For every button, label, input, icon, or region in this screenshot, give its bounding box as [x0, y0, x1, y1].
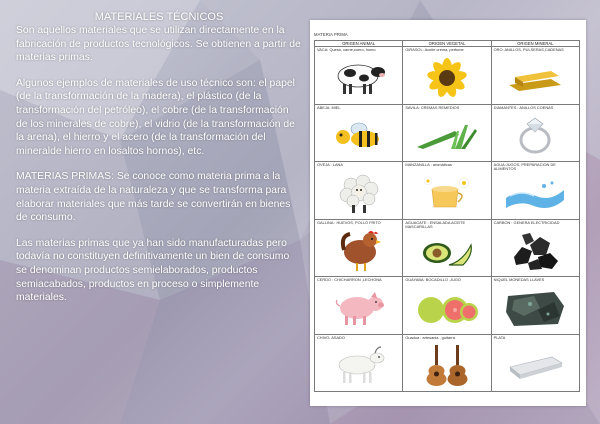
sunflower-icon [403, 54, 490, 102]
text-panel [16, 10, 302, 410]
cell-label: MANZANILLA : aromáticas [405, 162, 452, 167]
cell-label: PLATA [493, 334, 506, 340]
gold-bars-icon [492, 54, 579, 102]
aloe-icon [403, 114, 490, 160]
table-cell [491, 162, 579, 220]
table-row [315, 162, 580, 220]
hen-icon [315, 227, 402, 275]
silver-bar-icon [492, 342, 579, 390]
nickel-ore-icon [492, 284, 579, 332]
materia-prima-table-image [310, 20, 586, 406]
table-cell [315, 47, 403, 105]
paragraph-materias-primas: MATERIAS PRIMAS: Se conoce como materia prima a la materia extraída de la naturaleza y que se transforma para elaborar materiales que más tarde se convertirán en bienes de consumo. [16, 171, 291, 224]
cell-label: ORO: ANILLOS, PULSERAS,CADENAS [493, 47, 564, 52]
materia-prima-table [314, 40, 580, 392]
column-header-animal: ORIGEN ANIMAL [315, 41, 403, 47]
table-cell [315, 104, 403, 162]
table-cell [403, 277, 491, 335]
cell-label: OVEJA : LANA [317, 162, 343, 167]
table-row [315, 47, 580, 105]
avocado-icon [403, 232, 490, 275]
table-cell [403, 104, 491, 162]
table-cell [403, 219, 491, 277]
cell-label: Guadua : artesania , guitarra [405, 334, 455, 340]
table-row [315, 277, 580, 335]
table-cell [491, 47, 579, 105]
table-cell [491, 104, 579, 162]
table-row [315, 219, 580, 277]
cell-label: GIRASOL: Aceite crema, perfume [405, 47, 464, 52]
diamond-ring-icon [492, 112, 579, 160]
cell-label: GALLINA : HUEVOS, POLLO FRITO [317, 219, 381, 225]
paragraph-definition: Son aquellos materiales que se utilizan directamente en la fabricación de productos tecnológicos. Se obtienen a partir de materias primas. [16, 25, 301, 64]
table-cell [315, 162, 403, 220]
table-cell [315, 219, 403, 277]
table-row [315, 334, 580, 392]
pig-icon [315, 284, 402, 332]
table-cell [403, 334, 491, 392]
cell-label: CHIVO: ASADO [317, 334, 345, 340]
table-cell [315, 277, 403, 335]
table-row [315, 104, 580, 162]
cow-icon [315, 54, 402, 102]
paragraph-semielaborados: Las materias primas que ya han sido manufacturadas pero todavía no constituyen definitivamente un bien de consumo se denominan productos semielaborados, productos semiacabados, productos en proceso o simplemente materiales. [16, 237, 290, 304]
table-cell [491, 334, 579, 392]
cell-label: GUAYABA: BOCADILLO ,JUGO [405, 277, 461, 282]
table-header-label: MATERIA PRIMA [314, 32, 348, 37]
cell-label: CARBON : GENERA ELECTRICIDAD [493, 219, 560, 225]
sheep-icon [315, 169, 402, 217]
chamomile-tea-icon [403, 169, 490, 217]
paragraph-examples: Algunos ejemplos de materiales de uso técnico son: el papel (de la transformación de la madera), el plástico (de la transformación del petróleo), el cobre (de la transformación de los minerales de cobre), el vidrio (de la transformación de la arena), el hierro y el acero (de la transformación del mineralde hierro en losaltos hornos), etc. [16, 77, 295, 157]
cell-label: DIAMANTES : ANILLOS COENAS [493, 104, 554, 110]
table-cell [403, 162, 491, 220]
cell-label: SAVILA: CREMAS REMEDIOS [405, 104, 460, 110]
guitars-icon [403, 342, 490, 390]
table-cell [491, 277, 579, 335]
cell-label: VACA: Queso, carne,cuero, humo [317, 47, 376, 52]
page-title: MATERIALES TÉCNICOS [94, 11, 224, 23]
cell-label: NIQUEL MONEDAS LLAVES [493, 277, 545, 282]
cell-label: ABEJA: MIEL [317, 104, 341, 110]
table-cell [403, 47, 491, 105]
cell-label: CERDO : CHICHARRON ,LECHONA [317, 277, 382, 282]
cell-label: AGUA:JUGOS, PREPARACION DE ALIMENTOS [493, 162, 556, 172]
cell-label: AGUACATE : ENSALADA ACEITE MASCARILLAS [405, 219, 466, 229]
coal-icon [492, 227, 579, 275]
goat-icon [315, 342, 402, 390]
bee-icon [315, 112, 402, 160]
water-splash-icon [492, 174, 579, 217]
column-header-mineral: ORIGEN MINERAL [491, 41, 579, 47]
table-cell [315, 334, 403, 392]
guava-icon [403, 284, 490, 332]
column-header-vegetal: ORIGEN VEGETAL [403, 41, 491, 47]
table-cell [491, 219, 579, 277]
